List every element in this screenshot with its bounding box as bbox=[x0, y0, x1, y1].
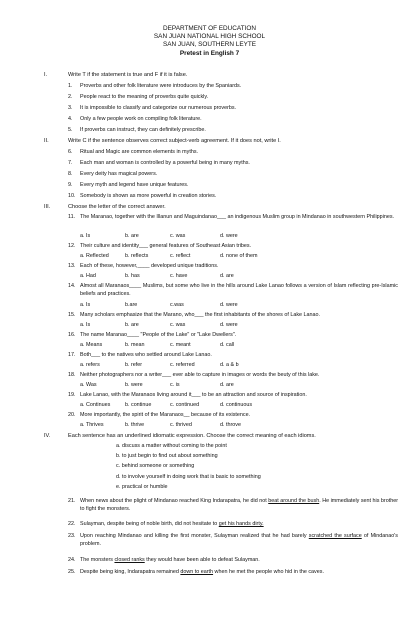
section-ii-numeral: II. bbox=[44, 138, 49, 144]
question-4: 4. Only a few people work on compiling folk literature. bbox=[68, 116, 202, 122]
header-department: DEPARTMENT OF EDUCATION bbox=[163, 25, 256, 32]
idiom-choice-c: c. behind someone or something bbox=[116, 463, 195, 469]
option-c: c. thrived bbox=[170, 422, 192, 428]
question-12: 12. Their culture and identity___ general features of Southeast Asian tribes. bbox=[68, 243, 252, 249]
option-d: d. were bbox=[220, 322, 238, 328]
option-d: d. none of them bbox=[220, 253, 258, 259]
page-title: Pretest in English 7 bbox=[179, 50, 240, 57]
question-17: 17. Both___ to the natives who settled around Lake Lanao. bbox=[68, 352, 212, 358]
option-c: c. have bbox=[170, 273, 188, 279]
option-b: b. continue bbox=[125, 402, 152, 408]
option-c: c. reflect bbox=[170, 253, 191, 259]
question-21: 21. When news about the plight of Mindanao reached King Indarapatra, he did not beat around the bush. He immediately sent his brother to fight the monsters. bbox=[68, 498, 399, 512]
section-iii-instruction: Choose the letter of the correct answer. bbox=[68, 204, 166, 210]
option-b: b. mean bbox=[125, 342, 145, 348]
question-3: 3. It is impossible to classify and categorize our numerous proverbs. bbox=[68, 105, 237, 111]
option-a: a. refers bbox=[80, 362, 100, 368]
section-ii-instruction: Write C if the sentence observes correct subject-verb agreement. If it does not, write I. bbox=[68, 138, 281, 144]
option-a: a. Means bbox=[80, 342, 103, 348]
question-25: 25. Despite being king, Indarapatra remained down to earth when he met the people who hid in the caves. bbox=[68, 569, 324, 575]
question-16: 16. The name Maranao____ "People of the Lake" or "Lake Dwellers". bbox=[68, 332, 237, 338]
option-b: b. has bbox=[125, 273, 140, 279]
option-a: a. Is bbox=[80, 322, 91, 328]
idiom-underlined: get his hands dirty. bbox=[218, 521, 264, 527]
section-iii-numeral: III. bbox=[44, 204, 51, 210]
question-1: 1. Proverbs and other folk literature were introduces by the Spaniards. bbox=[68, 83, 242, 89]
option-b: b. are bbox=[125, 322, 139, 328]
option-b: b. reflects bbox=[125, 253, 149, 259]
option-d: d. a & b bbox=[220, 362, 239, 368]
idiom-underlined: down to earth bbox=[180, 569, 214, 575]
idiom-choice-e: e. practical or humble bbox=[116, 484, 168, 490]
question-9: 9. Every myth and legend have unique features. bbox=[68, 182, 189, 188]
option-d: d. are bbox=[220, 382, 234, 388]
option-c: c. is bbox=[170, 382, 180, 388]
option-d: d. call bbox=[220, 342, 235, 348]
section-iv-instruction: Each sentence has an underlined idiomatic expression. Choose the correct meaning of each idioms. bbox=[68, 433, 316, 439]
option-d: d. continuous bbox=[220, 402, 253, 408]
option-b: b. are bbox=[125, 233, 139, 239]
header-address: SAN JUAN, SOUTHERN LEYTE bbox=[162, 41, 257, 48]
option-c: c. continued bbox=[170, 402, 200, 408]
option-c: c. meant bbox=[170, 342, 191, 348]
option-b: b. refer bbox=[125, 362, 143, 368]
option-d: d. were bbox=[220, 302, 238, 308]
option-c: c. was bbox=[170, 322, 186, 328]
section-iv-numeral: IV. bbox=[44, 433, 51, 439]
option-a: a. Reflected bbox=[80, 253, 109, 259]
option-b: b. thrive bbox=[125, 422, 145, 428]
idiom-underlined: scratched the surface bbox=[308, 533, 362, 539]
option-b: b.are bbox=[125, 302, 138, 308]
question-11: 11. The Maranao, together with the Illanun and Maguindanao___ an indigenous Muslim group in Mindanao in southwestern Philippines. bbox=[68, 214, 395, 220]
question-18: 18. Neither photographers nor a writer___ ever able to capture in images or words the beuty of this lake. bbox=[68, 372, 320, 378]
option-d: d. were bbox=[220, 233, 238, 239]
idiom-choice-a: a. discuss a matter without coming to the point bbox=[116, 443, 227, 449]
option-a: a. Is bbox=[80, 302, 91, 308]
question-23: 23. Upon reaching Mindanao and killing the first monster, Sulayman realized that he had barely scratched the surface of Mindanao's problem. bbox=[68, 533, 398, 547]
question-22: 22. Sulayman, despite being of noble birth, did not hesitate to get his hands dirty. bbox=[68, 521, 264, 527]
question-10: 10. Somebody is shown as more powerful in creation stories. bbox=[68, 193, 217, 199]
idiom-underlined: beat around the bush bbox=[268, 498, 320, 504]
question-15: 15. Many scholars emphasize that the Marano, who___ the first inhabitants of the shores of Lake Lanao. bbox=[68, 312, 321, 318]
question-7: 7. Each man and woman is controlled by a powerful being in many myths. bbox=[68, 160, 250, 166]
option-c: c. was bbox=[170, 233, 186, 239]
question-6: 6. Ritual and Magic are common elements in myths. bbox=[68, 149, 199, 155]
option-d: d. throve bbox=[220, 422, 241, 428]
question-20: 20. More importantly, the spirit of the Maranaos__ because of its existence. bbox=[68, 412, 251, 418]
option-c: c.was bbox=[170, 302, 184, 308]
idiom-underlined: closed ranks bbox=[114, 557, 145, 563]
idiom-choice-d: d. to involve yourself in doing work that is basic to something bbox=[116, 474, 261, 480]
question-19: 19. Lake Lanao, with the Maranaos living around it___ to be an attraction and source of inspiration. bbox=[68, 392, 307, 398]
option-b: b. were bbox=[125, 382, 143, 388]
question-8: 8. Every deity has magical powers. bbox=[68, 171, 158, 177]
section-i-numeral: I. bbox=[44, 72, 48, 78]
idiom-choice-b: b. to just begin to find out about something bbox=[116, 453, 218, 459]
option-a: a. Thrives bbox=[80, 422, 104, 428]
option-a: a. Is bbox=[80, 233, 91, 239]
option-d: d. are bbox=[220, 273, 234, 279]
question-24: 24. The monsters closed ranks they would have been able to defeat Sulayman. bbox=[68, 557, 260, 563]
option-a: a. Was bbox=[80, 382, 97, 388]
section-i-instruction: Write T if the statement is true and F if it is false. bbox=[68, 72, 188, 78]
question-2: 2. People react to the meaning of proverbs quite quickly. bbox=[68, 94, 209, 100]
header-school: SAN JUAN NATIONAL HIGH SCHOOL bbox=[153, 33, 266, 40]
question-5: 5. If proverbs can instruct, they can definitely prescribe. bbox=[68, 127, 206, 133]
question-14: 14. Almost all Maranaos____ Muslims, but some who live in the hills around Lake Lanao follows a version of Islam reflecting pre-Islamic beliefs and practices. bbox=[68, 283, 398, 297]
option-c: c. referred bbox=[170, 362, 195, 368]
option-a: a. Had bbox=[80, 273, 96, 279]
option-a: a. Continues bbox=[80, 402, 111, 408]
question-13: 13. Each of these, however,____ developed unique traditions. bbox=[68, 263, 219, 269]
